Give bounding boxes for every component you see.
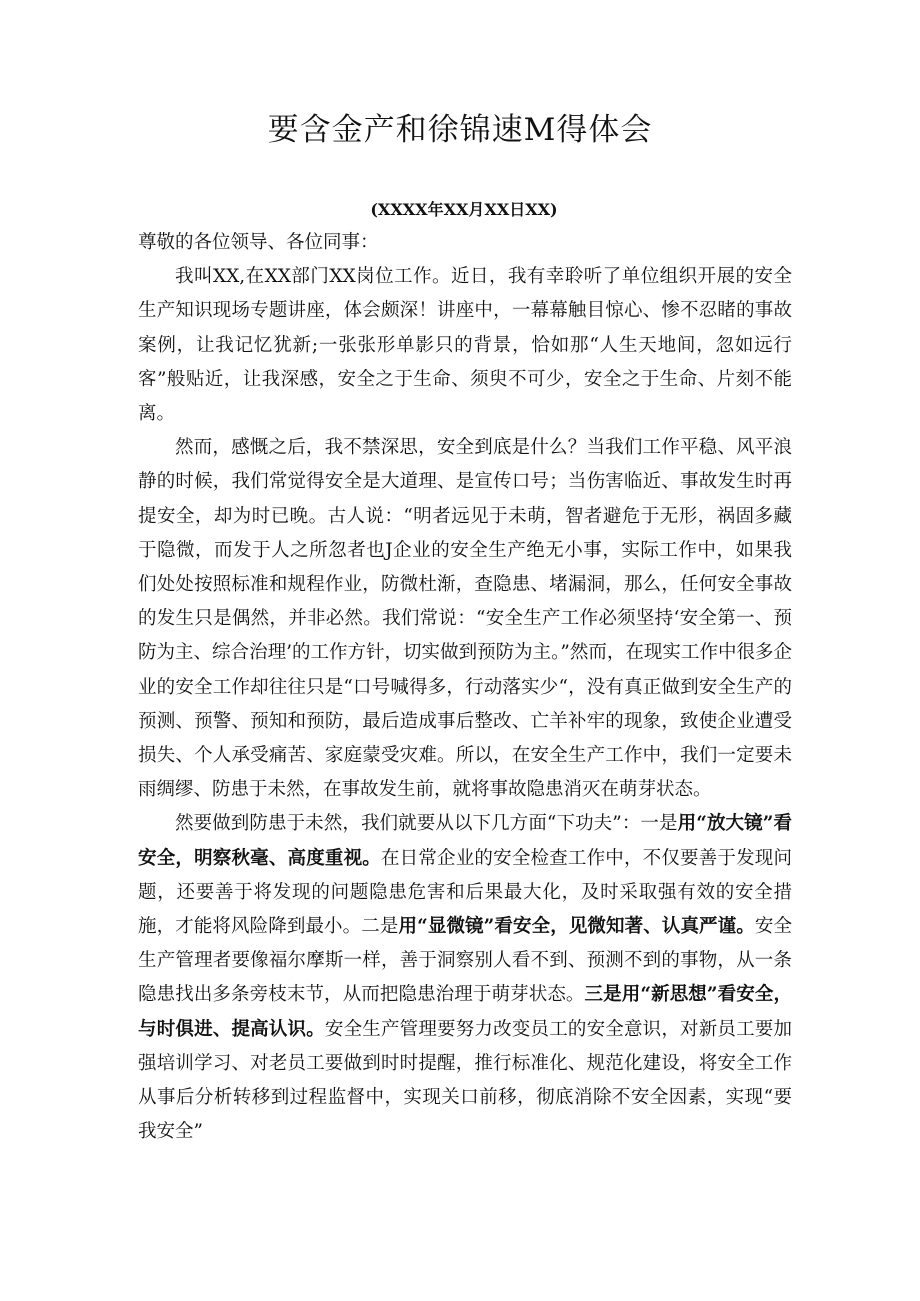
paragraph-1: 我叫XX,在XX部门XX岗位工作。近日，我有幸聆听了单位组织开展的安全生产知识现场专题讲座，体会颇深！讲座中，一幕幕触目惊心、惨不忍睹的事故案例，让我记忆犹新;一张张形单影只的背景，恰如那“人生天地间，忽如远行客”般贴近，让我深感，安全之于生命、须臾不可少，安全之于生命、片刻不能离。 <box>138 266 792 425</box>
document-body <box>138 226 792 1149</box>
point-2-heading: 用“显微镜”看安全，见微知著、认真严谨。 <box>398 916 755 938</box>
point-3-heading: 三是用“新思想”看安全，与时俱进、提高认识。 <box>138 984 792 1040</box>
paragraph-3-intro: 然要做到防患于未然，我们就要从以下几方面“下功夫”：一是 <box>175 813 678 835</box>
paragraph-2: 然而，感慨之后，我不禁深思，安全到底是什么？当我们工作平稳、风平浪静的时候，我们常觉得安全是大道理、是宣传口号；当伤害临近、事故发生时再提安全，却为时已晚。古人说：“明者远见于未萌，智者避危于无形，祸固多藏于隐微，而发于人之所忽者也J企业的安全生产绝无小事，实际工作中，如果我们处处按照标准和规程作业，防微杜渐，查隐患、堵漏洞，那么，任何安全事故的发生只是偶然，并非必然。我们常说：“安全生产工作必须坚持‘安全第一、预防为主、综合治理’的工作方针，切实做到预防为主。”然而，在现实工作中很多企业的安全工作却往往只是“口号喊得多，行动落实少“，没有真正做到安全生产的预测、预警、预知和预防，最后造成事后整改、亡羊补牢的现象，致使企业遭受损失、个人承受痛苦、家庭蒙受灾难。所以，在安全生产工作中，我们一定要未雨绸缪、防患于未然，在事故发生前，就将事故隐患消灭在萌芽状态。 <box>138 437 792 801</box>
paragraph-3 <box>138 807 792 1149</box>
point-2-text: 安全生产管理者要像福尔摩斯一样，善于洞察别人看不到、预测不到的事物，从一条隐患找出多条旁枝末节，从而把隐患治理于萌芽状态。 <box>138 916 792 1006</box>
date-line: (XXXX年XX月XX日XX) <box>370 200 558 219</box>
salutation: 尊敬的各位领导、各位同事： <box>138 232 379 253</box>
document-title: 要含金产和徐锦速M得体会 <box>267 112 653 148</box>
point-3-text: 安全生产管理要努力改变员工的安全意识，对新员工要加强培训学习、对老员工要做到时时提醒，推行标准化、规范化建设，将安全工作从事后分析转移到过程监督中，实现关口前移，彻底消除不安全因素，实现“要我安全” <box>138 1018 792 1143</box>
point-1-text: 在日常企业的安全检查工作中，不仅要善于发现问题，还要善于将发现的问题隐患危害和后果最大化，及时采取强有效的安全措施，才能将风险降到最小。二是 <box>138 847 792 938</box>
point-1-heading: 用“放大镜”看安全，明察秋毫、高度重视。 <box>138 813 792 869</box>
